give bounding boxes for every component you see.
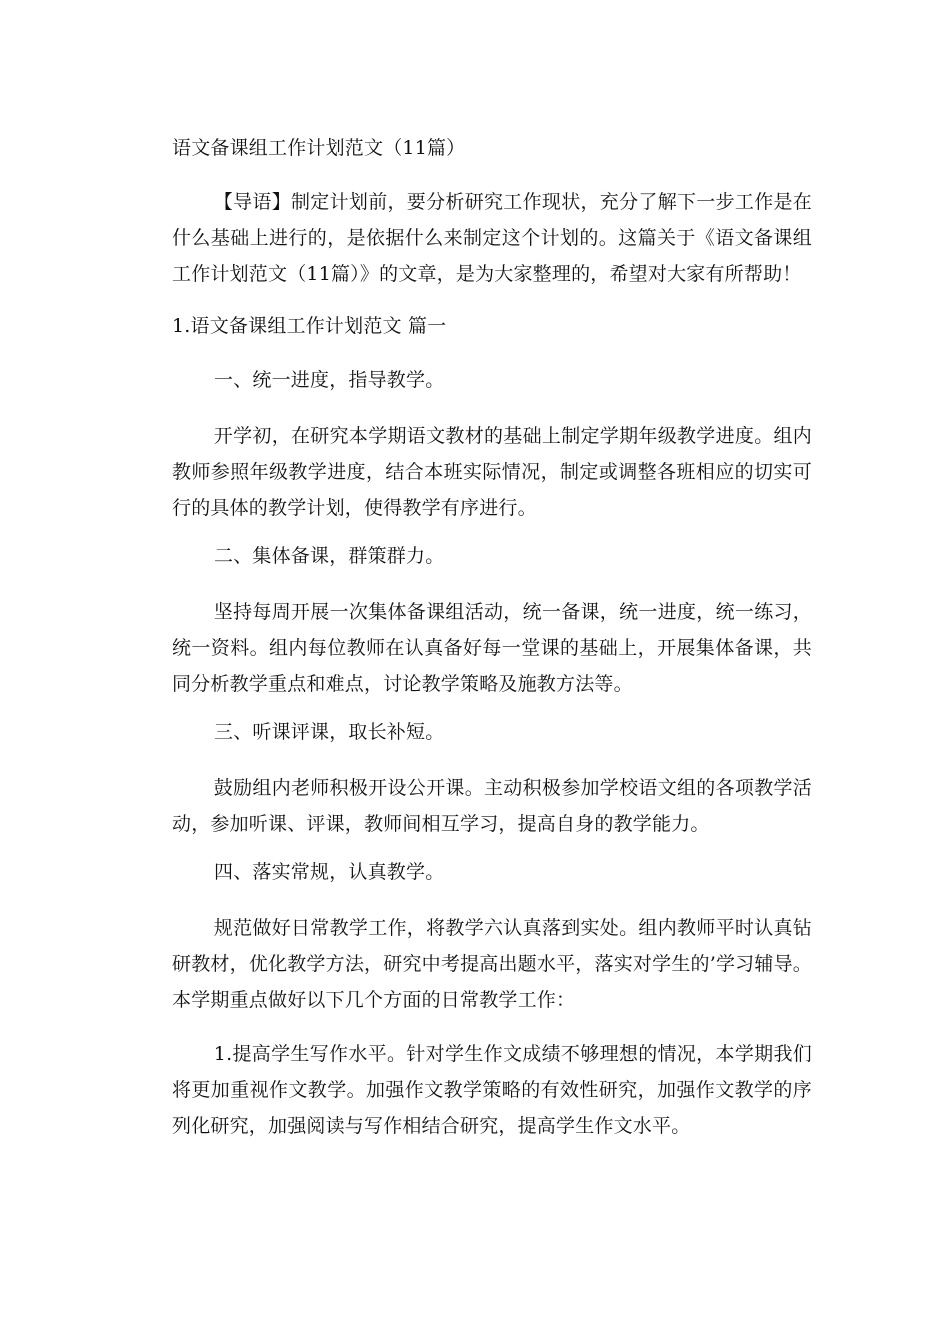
paragraph-2: 坚持每周开展一次集体备课组活动，统一备课，统一进度，统一练习，统一资料。组内每位教师在认真备好每一堂课的基础上，开展集体备课，共同分析教学重点和难点，讨论教学策略及施教方法等。 — [172, 601, 812, 695]
paragraph-5: 1.提高学生写作水平。针对学生作文成绩不够理想的情况，本学期我们将更加重视作文教学。加强作文教学策略的有效性研究，加强作文教学的序列化研究，加强阅读与写作相结合研究，提高学生作文水平。 — [172, 1043, 812, 1137]
subheading-4: 四、落实常规，认真教学。 — [214, 861, 445, 883]
subheading-1: 一、统一进度，指导教学。 — [214, 369, 445, 391]
document-title: 语文备课组工作计划范文（11篇） — [172, 137, 466, 159]
section-heading: 1.语文备课组工作计划范文 篇一 — [172, 315, 447, 337]
intro-paragraph: 【导语】制定计划前，要分析研究工作现状，充分了解下一步工作是在什么基础上进行的，是依据什么来制定这个计划的。这篇关于《语文备课组工作计划范文（11篇）》的文章，是为大家整理的，希望对大家有所帮助！ — [172, 191, 812, 285]
paragraph-3: 鼓励组内老师积极开设公开课。主动积极参加学校语文组的各项教学活动，参加听课、评课，教师间相互学习，提高自身的教学能力。 — [172, 777, 812, 835]
subheading-3: 三、听课评课，取长补短。 — [214, 721, 445, 743]
subheading-2: 二、集体备课，群策群力。 — [214, 545, 445, 567]
paragraph-1: 开学初，在研究本学期语文教材的基础上制定学期年级教学进度。组内教师参照年级教学进度，结合本班实际情况，制定或调整各班相应的切实可行的具体的教学计划，使得教学有序进行。 — [172, 425, 812, 519]
paragraph-4: 规范做好日常教学工作，将教学六认真落到实处。组内教师平时认真钻研教材，优化教学方法，研究中考提高出题水平，落实对学生的’学习辅导。本学期重点做好以下几个方面的日常教学工作： — [172, 917, 812, 1011]
